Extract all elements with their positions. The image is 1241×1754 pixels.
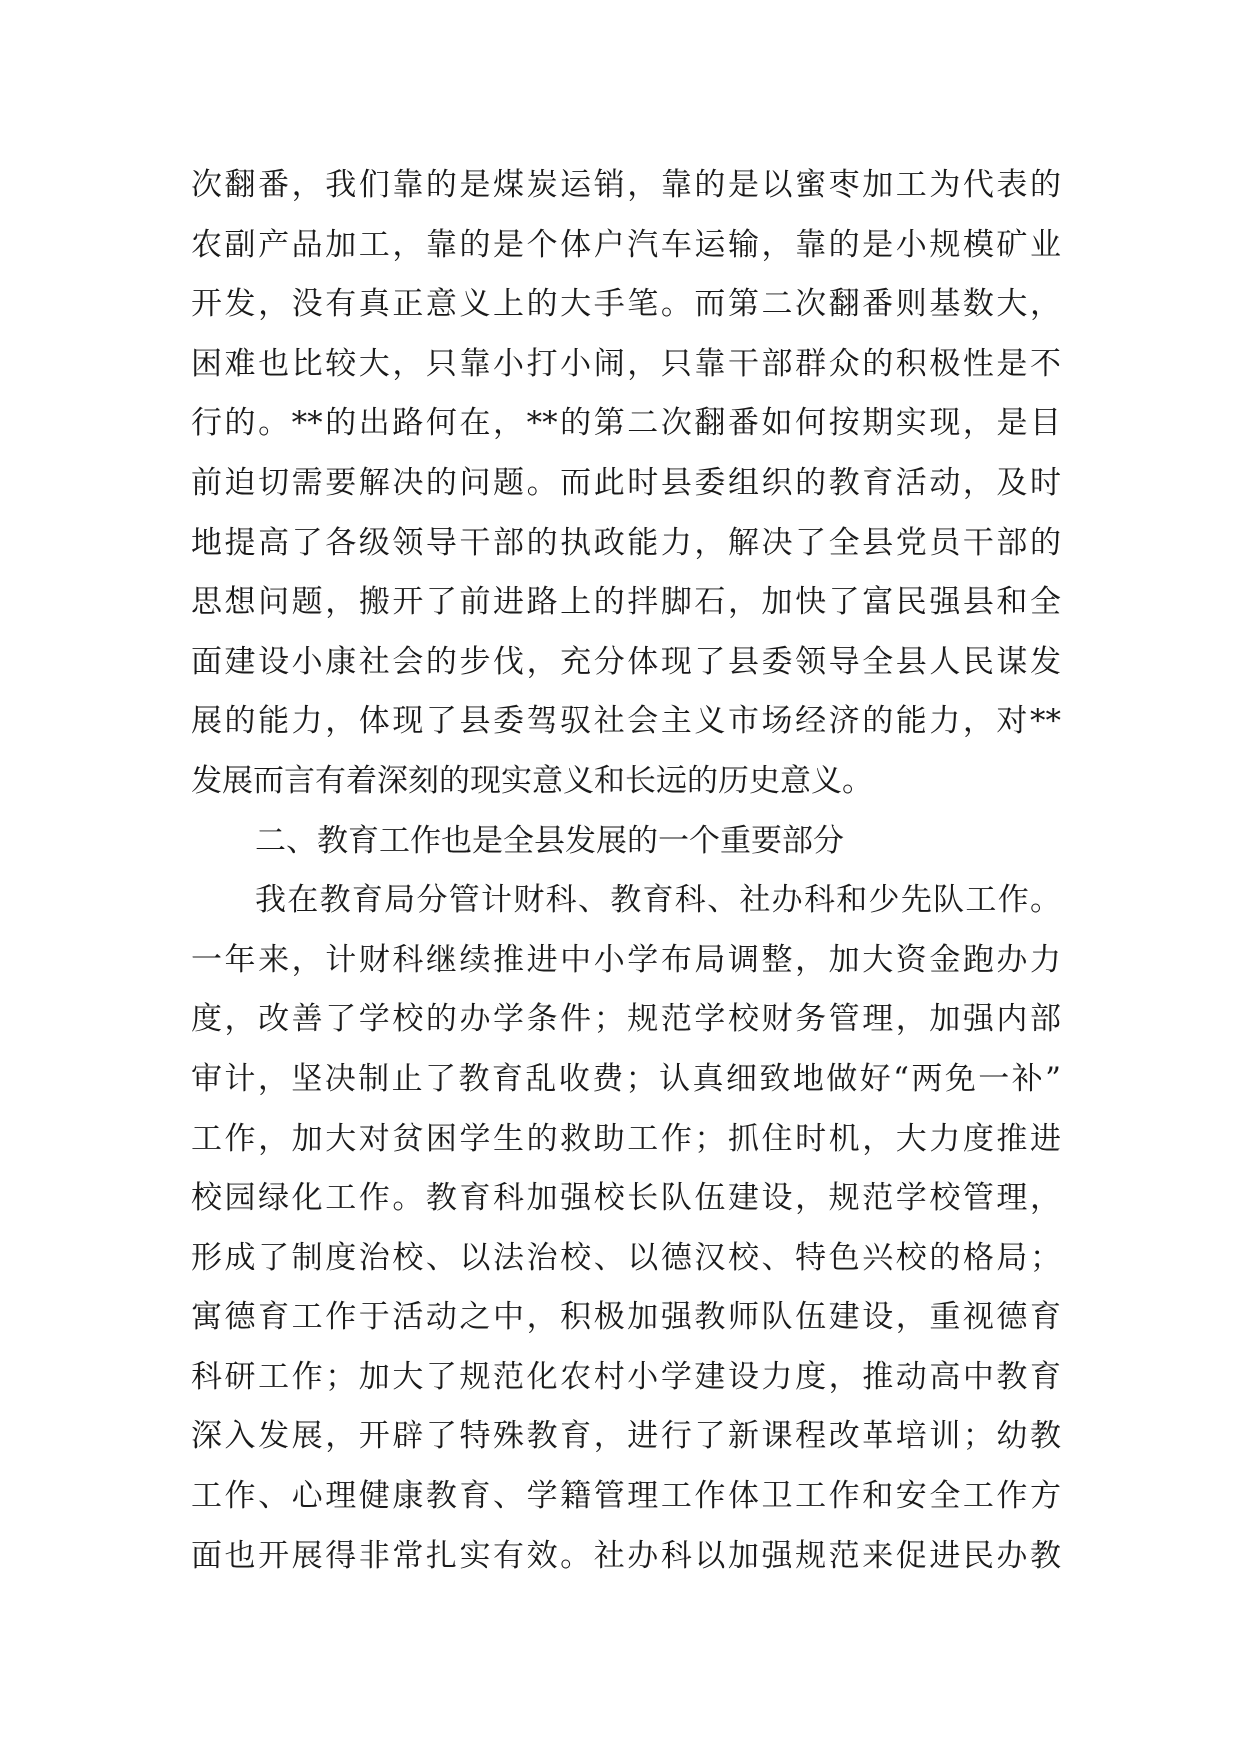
text-line: 展的能力，体现了县委驾驭社会主义市场经济的能力，对** xyxy=(191,703,1061,740)
text-line: 工作、心理健康教育、学籍管理工作体卫工作和安全工作方 xyxy=(191,1478,1061,1515)
text-line: 寓德育工作于活动之中，积极加强教师队伍建设，重视德育 xyxy=(191,1299,1061,1336)
text-line: 校园绿化工作。教育科加强校长队伍建设，规范学校管理， xyxy=(191,1180,1061,1217)
section-heading xyxy=(191,812,1061,872)
text-line: 我在教育局分管计财科、教育科、社办科和少先队工作。 xyxy=(255,882,1061,919)
text-line: 工作，加大对贫困学生的救助工作；抓住时机，大力度推进 xyxy=(191,1120,1061,1157)
text-line: 思想问题，搬开了前进路上的拌脚石，加快了富民强县和全 xyxy=(191,584,1061,621)
text-line: 一年来，计财科继续推进中小学布局调整，加大资金跑办力 xyxy=(191,941,1061,978)
text-line: 深入发展，开辟了特殊教育，进行了新课程改革培训；幼教 xyxy=(191,1418,1061,1455)
text-line: 次翻番，我们靠的是煤炭运销，靠的是以蜜枣加工为代表的 xyxy=(191,167,1061,203)
text-line: 面建设小康社会的步伐，充分体现了县委领导全县人民谋发 xyxy=(191,643,1061,680)
text-line: 面也开展得非常扎实有效。社办科以加强规范来促进民办教 xyxy=(191,1537,1061,1574)
body-text xyxy=(191,156,1061,1586)
text-line: 科研工作；加大了规范化农村小学建设力度，推动高中教育 xyxy=(191,1358,1061,1395)
text-line: 农副产品加工，靠的是个体户汽车运输，靠的是小规模矿业 xyxy=(191,226,1061,263)
heading-line: 二、教育工作也是全县发展的一个重要部分 xyxy=(255,822,844,859)
paragraph xyxy=(191,871,1061,1586)
text-line: 困难也比较大，只靠小打小闹，只靠干部群众的积极性是不 xyxy=(191,345,1061,382)
text-line: 行的。**的出路何在，**的第二次翻番如何按期实现，是目 xyxy=(191,405,1061,442)
text-line: 地提高了各级领导干部的执政能力，解决了全县党员干部的 xyxy=(191,524,1061,561)
text-line: 开发，没有真正意义上的大手笔。而第二次翻番则基数大， xyxy=(191,286,1061,323)
paragraph xyxy=(191,156,1061,812)
text-line: 发展而言有着深刻的现实意义和长远的历史意义。 xyxy=(191,762,873,799)
text-line: 审计，坚决制止了教育乱收费；认真细致地做好“两免一补” xyxy=(191,1060,1061,1097)
text-line: 前迫切需要解决的问题。而此时县委组织的教育活动，及时 xyxy=(191,464,1061,501)
text-line: 形成了制度治校、以法治校、以德汉校、特色兴校的格局； xyxy=(191,1239,1061,1276)
text-line: 度，改善了学校的办学条件；规范学校财务管理，加强内部 xyxy=(191,1001,1061,1038)
